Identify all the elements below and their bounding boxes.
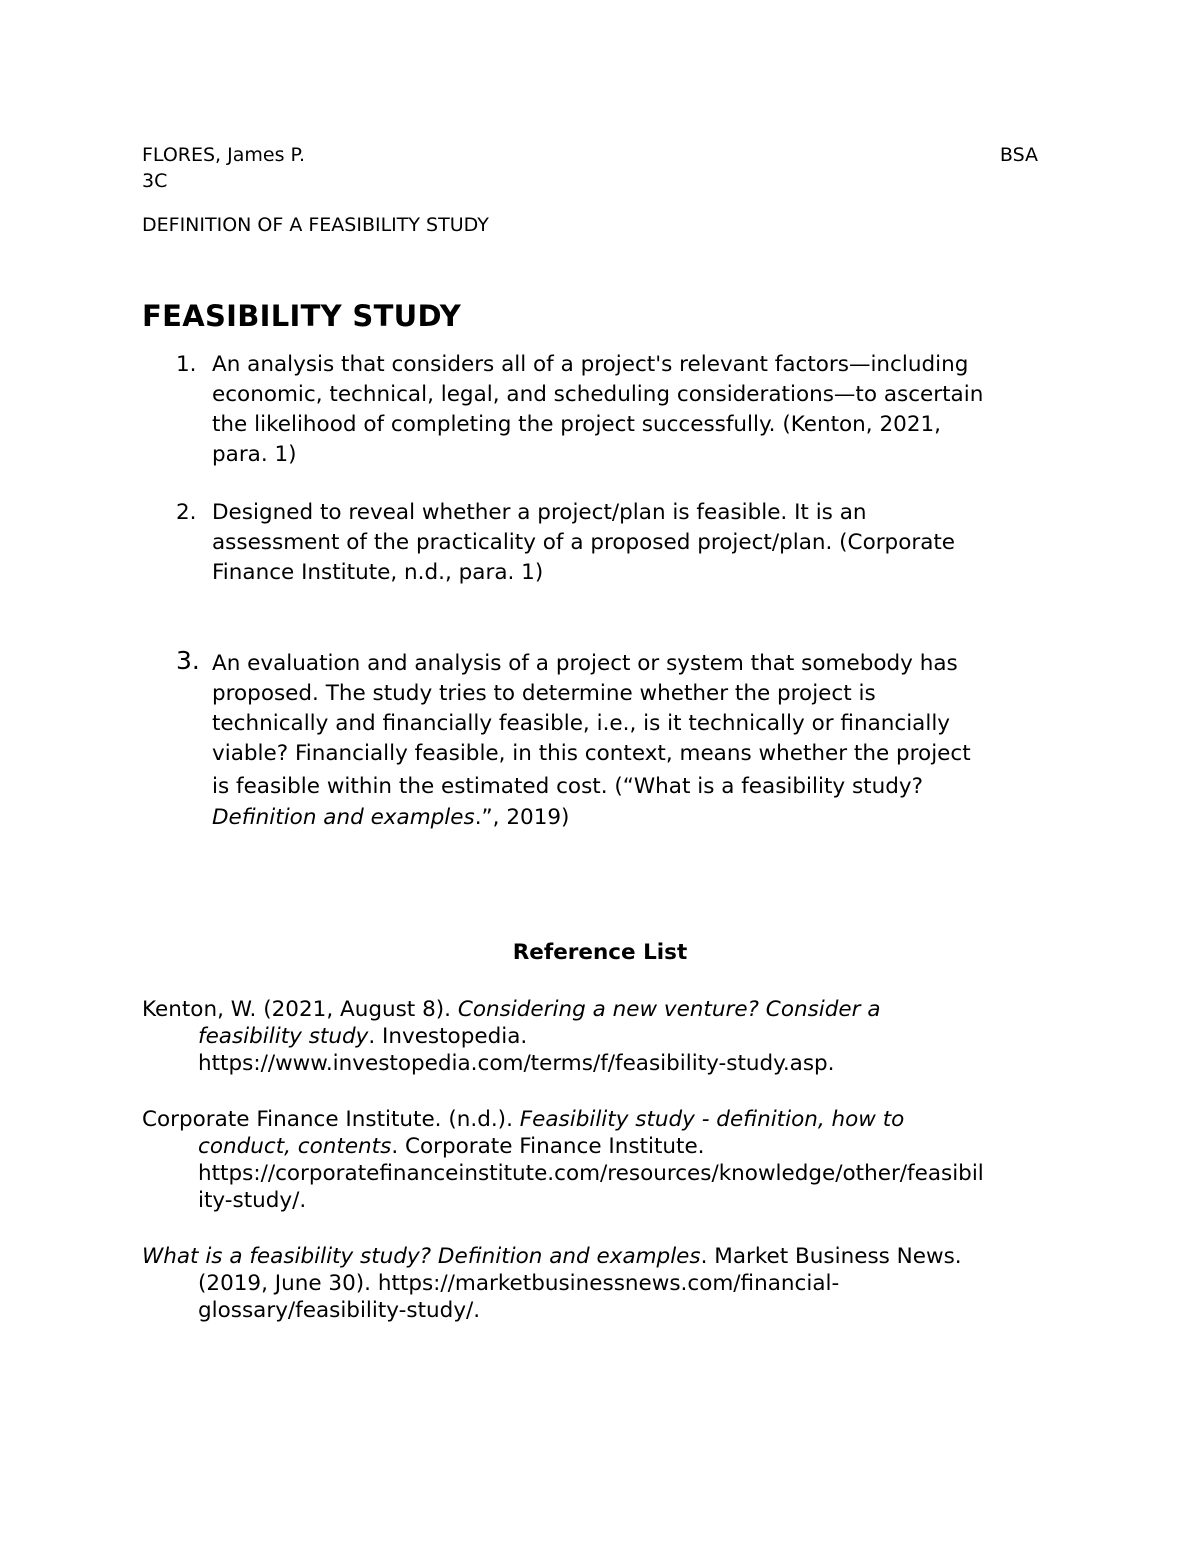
- reference-entry: [142, 1243, 1072, 1324]
- definition-line: An analysis that considers all of a project's relevant factors—including: [212, 352, 969, 377]
- reference-title: conduct, contents: [198, 1134, 392, 1159]
- definition-line: [212, 803, 1072, 833]
- reference-title: Feasibility study - definition, how to: [519, 1107, 905, 1132]
- student-name: FLORES, James P.: [142, 144, 306, 166]
- definition-line: is feasible within the estimated cost. (“What is a feasibility study?: [212, 774, 923, 799]
- definition-line: technically and financially feasible, i.e., is it technically or financially: [212, 711, 951, 736]
- definition-text: [212, 350, 1072, 470]
- citation-rest: .”, 2019): [474, 805, 570, 830]
- definition-line: Finance Institute, n.d., para. 1): [212, 560, 544, 585]
- reference-line: [142, 1133, 1072, 1160]
- reference-url: ity-study/.: [198, 1188, 307, 1213]
- student-section: 3C: [142, 170, 168, 192]
- reference-author: Corporate Finance Institute. (n.d.).: [142, 1107, 520, 1132]
- reference-entry: [142, 1106, 1072, 1214]
- definition-line: Designed to reveal whether a project/plan is feasible. It is an: [212, 500, 867, 525]
- definition-line: proposed. The study tries to determine whether the project is: [212, 681, 876, 706]
- reference-title: feasibility study: [198, 1024, 369, 1049]
- definition-text: [212, 649, 1072, 833]
- definition-number: 1.: [176, 352, 197, 377]
- header-line: [142, 143, 1038, 167]
- reference-title: What is a feasibility study? Definition and examples: [142, 1244, 701, 1269]
- definition-line: the likelihood of completing the project successfully. (Kenton, 2021,: [212, 412, 942, 437]
- reference-title: Considering a new venture? Consider a: [457, 997, 881, 1022]
- reference-line: [142, 996, 1072, 1023]
- reference-url: https://corporatefinanceinstitute.com/resources/knowledge/other/feasibil: [198, 1161, 984, 1186]
- reference-line: [142, 1106, 1072, 1133]
- main-title: FEASIBILITY STUDY: [142, 299, 462, 333]
- definition-line: viable? Financially feasible, in this context, means whether the project: [212, 741, 971, 766]
- reference-line: [142, 1243, 1072, 1270]
- definition-line: economic, technical, legal, and scheduling considerations—to ascertain: [212, 382, 984, 407]
- reference-line: (2019, June 30). https://marketbusinessnews.com/financial-: [198, 1271, 840, 1296]
- reference-url: glossary/feasibility-study/.: [198, 1298, 481, 1323]
- definition-line: assessment of the practicality of a proposed project/plan. (Corporate: [212, 530, 956, 555]
- definition-number: 2.: [176, 500, 197, 525]
- definition-line: An evaluation and analysis of a project or system that somebody has: [212, 651, 958, 676]
- reference-publisher: . Market Business News.: [700, 1244, 962, 1269]
- definition-text: [212, 498, 1072, 588]
- student-course: BSA: [999, 144, 1038, 166]
- reference-url: https://www.investopedia.com/terms/f/feasibility-study.asp.: [198, 1051, 835, 1076]
- reference-publisher: . Corporate Finance Institute.: [391, 1134, 705, 1159]
- citation-title: Definition and examples: [212, 805, 475, 830]
- definition-line: para. 1): [212, 442, 297, 467]
- reference-line: [142, 1023, 1072, 1050]
- reference-publisher: . Investopedia.: [368, 1024, 528, 1049]
- definition-number: 3.: [176, 646, 200, 675]
- document-subtitle: DEFINITION OF A FEASIBILITY STUDY: [142, 214, 489, 236]
- reference-author: Kenton, W. (2021, August 8).: [142, 997, 458, 1022]
- reference-list-heading: Reference List: [512, 940, 688, 965]
- reference-entry: [142, 996, 1072, 1077]
